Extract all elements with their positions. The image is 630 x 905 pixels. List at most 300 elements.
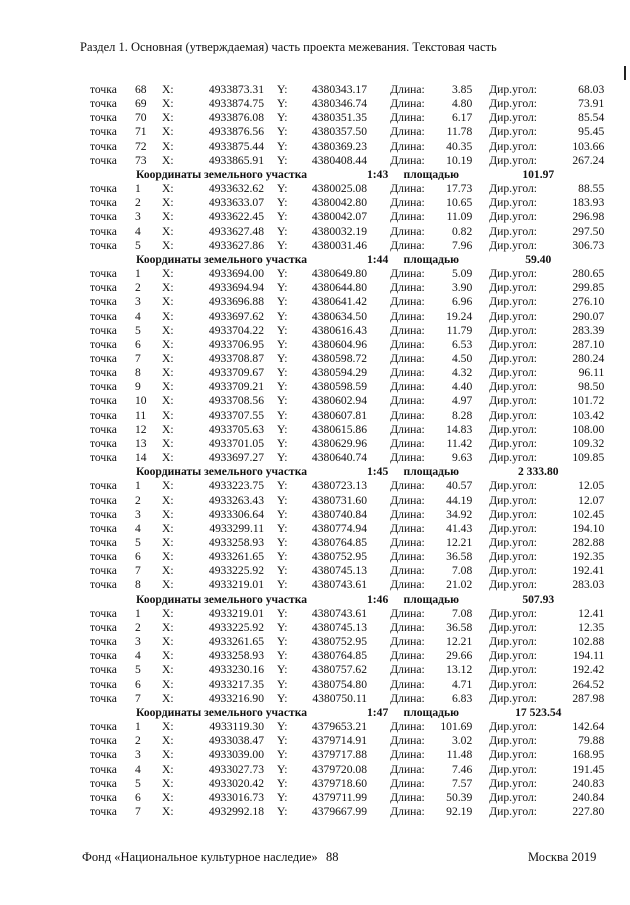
length-label: Длина: — [390, 578, 425, 592]
length-value: 10.65 — [446, 196, 473, 210]
x-value: 4933261.65 — [208, 550, 264, 564]
spacer — [367, 380, 390, 394]
length-value: 3.90 — [451, 281, 473, 295]
y-label: Y: — [277, 776, 288, 790]
x-label: X: — [162, 366, 174, 380]
x-value: 4933258.93 — [208, 536, 264, 549]
y-value: 4380754.80 — [311, 677, 367, 691]
angle-value: 95.45 — [578, 125, 605, 139]
spacer — [367, 494, 390, 508]
angle-value: 142.64 — [572, 720, 605, 734]
angle-value: 108.00 — [572, 422, 605, 436]
y-value: 4380042.80 — [311, 196, 367, 210]
y-label: Y: — [277, 309, 288, 323]
spacer — [264, 409, 277, 423]
angle-value: 240.83 — [572, 776, 605, 790]
table-row — [90, 125, 604, 139]
angle-label: Дир.угол: — [489, 351, 537, 365]
spacer — [367, 423, 390, 437]
angle-value: 297.50 — [572, 224, 605, 238]
point-word: точка — [90, 493, 117, 507]
y-value: 4380745.13 — [311, 564, 367, 578]
parcel-heading — [90, 168, 604, 182]
angle-value: 287.98 — [572, 691, 605, 705]
x-value: 4933705.63 — [208, 422, 264, 436]
table-row — [90, 494, 604, 508]
spacer — [264, 366, 277, 380]
area-word: площадью — [403, 252, 459, 266]
angle-value: 192.35 — [572, 550, 605, 564]
length-label: Длина: — [390, 408, 425, 422]
y-label: Y: — [277, 196, 288, 210]
table-row — [90, 578, 604, 592]
point-word: точка — [90, 394, 117, 408]
spacer — [472, 225, 489, 239]
length-label: Длина: — [390, 691, 425, 705]
y-value: 4380598.72 — [311, 351, 367, 365]
point-word: точка — [90, 762, 117, 776]
spacer — [367, 536, 390, 550]
spacer — [264, 564, 277, 578]
y-value: 4380032.19 — [311, 224, 367, 238]
spacer — [264, 550, 277, 564]
y-value: 4379653.21 — [311, 720, 367, 734]
angle-value: 88.55 — [578, 182, 605, 196]
y-label: Y: — [277, 734, 288, 748]
angle-label: Дир.угол: — [489, 267, 537, 281]
spacer — [472, 451, 489, 465]
x-label: X: — [162, 762, 174, 776]
y-value: 4380607.81 — [311, 408, 367, 422]
length-label: Длина: — [390, 125, 425, 139]
area-word: площадью — [403, 592, 459, 606]
page-header: Раздел 1. Основная (утверждаемая) часть проекта межевания. Текстовая часть — [80, 40, 497, 54]
y-label: Y: — [277, 748, 288, 762]
angle-label: Дир.угол: — [489, 281, 537, 295]
y-label: Y: — [277, 606, 288, 620]
point-number: 3 — [135, 635, 141, 649]
y-value: 4380752.95 — [311, 550, 367, 564]
y-value: 4380752.95 — [311, 635, 367, 649]
footer-organization: Фонд «Национальное культурное наследие» — [82, 850, 318, 864]
x-label: X: — [162, 776, 174, 790]
spacer — [264, 324, 277, 338]
y-label: Y: — [277, 479, 288, 493]
spacer — [367, 324, 390, 338]
angle-label: Дир.угол: — [489, 762, 537, 776]
length-label: Длина: — [390, 663, 425, 677]
length-label: Длина: — [390, 734, 425, 748]
spacer — [264, 83, 277, 97]
point-word: точка — [90, 550, 117, 564]
length-value: 11.09 — [446, 210, 473, 224]
y-value: 4380745.13 — [311, 620, 367, 634]
x-label: X: — [162, 649, 174, 663]
spacer — [472, 154, 489, 168]
spacer — [472, 267, 489, 281]
x-label: X: — [162, 224, 174, 238]
y-value: 4380369.23 — [311, 139, 367, 153]
y-label: Y: — [277, 366, 288, 380]
table-row — [90, 295, 604, 309]
table-row — [90, 154, 604, 168]
angle-label: Дир.угол: — [489, 606, 537, 620]
spacer — [472, 635, 489, 649]
spacer — [264, 663, 277, 677]
table-row — [90, 324, 604, 338]
point-word: точка — [90, 366, 117, 380]
spacer — [264, 352, 277, 366]
point-number: 7 — [135, 691, 141, 705]
spacer — [472, 522, 489, 536]
point-word: точка — [90, 295, 117, 309]
spacer — [472, 564, 489, 578]
angle-label: Дир.угол: — [489, 224, 537, 238]
x-value: 4933258.93 — [208, 649, 264, 663]
point-word: точка — [90, 97, 117, 111]
table-row — [90, 423, 604, 437]
spacer — [472, 140, 489, 154]
length-label: Длина: — [390, 536, 425, 549]
y-value: 4380408.44 — [311, 153, 367, 167]
table-row — [90, 635, 604, 649]
spacer — [367, 607, 390, 621]
point-number: 11 — [135, 408, 147, 422]
angle-label: Дир.угол: — [489, 422, 537, 436]
length-label: Длина: — [390, 748, 425, 762]
angle-label: Дир.угол: — [489, 578, 537, 592]
length-label: Длина: — [390, 507, 425, 521]
y-value: 4379717.88 — [311, 748, 367, 762]
x-label: X: — [162, 351, 174, 365]
x-value: 4933627.48 — [208, 224, 264, 238]
length-label: Длина: — [390, 295, 425, 309]
point-number: 72 — [135, 139, 147, 153]
angle-value: 73.91 — [578, 97, 605, 111]
area-word: площадью — [403, 705, 459, 719]
point-word: точка — [90, 677, 117, 691]
point-word: точка — [90, 323, 117, 337]
spacer — [264, 125, 277, 139]
spacer — [264, 111, 277, 125]
angle-value: 290.07 — [572, 309, 605, 323]
x-value: 4933701.05 — [208, 436, 264, 450]
table-row — [90, 748, 604, 762]
y-label: Y: — [277, 564, 288, 578]
x-value: 4933225.92 — [208, 620, 264, 634]
angle-value: 306.73 — [572, 238, 605, 252]
table-row — [90, 508, 604, 522]
spacer — [367, 310, 390, 324]
spacer — [264, 97, 277, 111]
spacer — [367, 692, 390, 706]
x-label: X: — [162, 734, 174, 748]
x-value: 4933873.31 — [208, 83, 264, 96]
x-value: 4933707.55 — [208, 408, 264, 422]
y-value: 4380343.17 — [311, 83, 367, 96]
spacer — [367, 111, 390, 125]
spacer — [472, 734, 489, 748]
spacer — [264, 140, 277, 154]
length-value: 40.35 — [446, 139, 473, 153]
point-word: точка — [90, 83, 117, 96]
x-label: X: — [162, 97, 174, 111]
angle-label: Дир.угол: — [489, 620, 537, 634]
angle-value: 287.10 — [572, 337, 605, 351]
point-word: точка — [90, 649, 117, 663]
angle-label: Дир.угол: — [489, 493, 537, 507]
y-label: Y: — [277, 804, 288, 818]
spacer — [367, 479, 390, 493]
angle-label: Дир.угол: — [489, 408, 537, 422]
y-value: 4380615.86 — [311, 422, 367, 436]
y-value: 4380649.80 — [311, 267, 367, 281]
spacer — [472, 805, 489, 819]
spacer — [264, 423, 277, 437]
angle-value: 12.41 — [578, 606, 605, 620]
table-row — [90, 564, 604, 578]
y-value: 4380357.50 — [311, 125, 367, 139]
point-word: точка — [90, 564, 117, 578]
x-value: 4933697.27 — [208, 451, 264, 465]
table-row — [90, 83, 604, 97]
point-word: точка — [90, 521, 117, 535]
y-value: 4380598.59 — [311, 380, 367, 394]
y-value: 4379711.99 — [312, 790, 367, 804]
length-value: 21.02 — [446, 578, 473, 592]
length-value: 8.28 — [451, 408, 473, 422]
length-value: 5.09 — [451, 267, 473, 281]
x-value: 4933694.00 — [208, 267, 264, 281]
table-row — [90, 267, 604, 281]
table-row — [90, 805, 604, 819]
angle-label: Дир.угол: — [489, 734, 537, 748]
table-row — [90, 692, 604, 706]
angle-value: 183.93 — [572, 196, 605, 210]
x-label: X: — [162, 493, 174, 507]
angle-value: 79.88 — [578, 734, 605, 748]
x-label: X: — [162, 408, 174, 422]
point-number: 3 — [135, 507, 141, 521]
point-number: 69 — [135, 97, 147, 111]
length-label: Длина: — [390, 493, 425, 507]
length-value: 6.17 — [451, 111, 473, 125]
length-value: 36.58 — [446, 550, 473, 564]
y-value: 4380731.60 — [311, 493, 367, 507]
length-value: 11.42 — [446, 436, 473, 450]
spacer — [367, 720, 390, 734]
point-word: точка — [90, 691, 117, 705]
spacer — [264, 578, 277, 592]
angle-label: Дир.угол: — [489, 295, 537, 309]
parcel-area: 2 333.80 — [517, 465, 559, 479]
point-word: точка — [90, 182, 117, 196]
point-word: точка — [90, 790, 117, 804]
spacer — [264, 748, 277, 762]
x-value: 4933875.44 — [208, 139, 264, 153]
spacer — [264, 380, 277, 394]
point-number: 12 — [135, 422, 147, 436]
point-word: точка — [90, 408, 117, 422]
spacer — [472, 621, 489, 635]
y-label: Y: — [277, 578, 288, 592]
y-value: 4380723.13 — [311, 479, 367, 493]
x-value: 4933230.16 — [208, 663, 264, 677]
spacer — [264, 394, 277, 408]
angle-label: Дир.угол: — [489, 776, 537, 790]
spacer — [472, 196, 489, 210]
x-value: 4933708.87 — [208, 351, 264, 365]
parcel-area: 507.93 — [522, 592, 555, 606]
x-value: 4933016.73 — [208, 790, 264, 804]
y-value: 4380764.85 — [311, 536, 367, 549]
spacer — [367, 281, 390, 295]
x-label: X: — [162, 125, 174, 139]
angle-label: Дир.угол: — [489, 196, 537, 210]
length-label: Длина: — [390, 380, 425, 394]
point-word: точка — [90, 720, 117, 734]
table-row — [90, 791, 604, 805]
x-value: 4933694.94 — [208, 281, 264, 295]
y-value: 4380346.74 — [311, 97, 367, 111]
coordinates-table — [90, 83, 604, 819]
table-row — [90, 678, 604, 692]
x-label: X: — [162, 309, 174, 323]
angle-label: Дир.угол: — [489, 790, 537, 804]
x-value: 4933263.43 — [208, 493, 264, 507]
x-value: 4933709.67 — [208, 366, 264, 380]
angle-label: Дир.угол: — [489, 125, 537, 139]
spacer — [264, 225, 277, 239]
spacer — [367, 678, 390, 692]
length-value: 7.57 — [451, 776, 473, 790]
parcel-area: 17 523.54 — [515, 705, 562, 719]
x-label: X: — [162, 677, 174, 691]
y-label: Y: — [277, 649, 288, 663]
y-label: Y: — [277, 720, 288, 734]
point-word: точка — [90, 125, 117, 139]
spacer — [264, 210, 277, 224]
area-word: площадью — [403, 465, 459, 479]
length-value: 4.32 — [451, 366, 473, 380]
spacer — [367, 352, 390, 366]
length-value: 11.78 — [446, 125, 473, 139]
x-value: 4933216.90 — [208, 691, 264, 705]
point-word: точка — [90, 380, 117, 394]
length-label: Длина: — [390, 620, 425, 634]
x-value: 4933219.01 — [208, 606, 264, 620]
table-row — [90, 763, 604, 777]
spacer — [264, 791, 277, 805]
length-label: Длина: — [390, 649, 425, 663]
x-label: X: — [162, 196, 174, 210]
length-label: Длина: — [390, 720, 425, 734]
point-word: точка — [90, 224, 117, 238]
length-label: Длина: — [390, 550, 425, 564]
y-value: 4380616.43 — [311, 323, 367, 337]
length-label: Длина: — [390, 790, 425, 804]
y-value: 4380629.96 — [311, 436, 367, 450]
angle-label: Дир.угол: — [489, 564, 537, 578]
spacer — [472, 720, 489, 734]
table-row — [90, 196, 604, 210]
angle-value: 96.11 — [578, 366, 605, 380]
table-row — [90, 451, 604, 465]
spacer — [367, 239, 390, 253]
parcel-heading — [90, 706, 604, 720]
spacer — [472, 748, 489, 762]
y-value: 4380042.07 — [311, 210, 367, 224]
length-value: 13.12 — [446, 663, 473, 677]
x-label: X: — [162, 323, 174, 337]
point-word: точка — [90, 804, 117, 818]
spacer — [264, 536, 277, 550]
y-value: 4380031.46 — [311, 238, 367, 252]
length-value: 29.66 — [446, 649, 473, 663]
spacer — [367, 225, 390, 239]
y-label: Y: — [277, 295, 288, 309]
spacer — [472, 508, 489, 522]
point-number: 7 — [135, 804, 141, 818]
spacer — [472, 295, 489, 309]
length-value: 6.96 — [451, 295, 473, 309]
spacer — [367, 649, 390, 663]
length-value: 4.97 — [451, 394, 473, 408]
length-value: 4.80 — [451, 97, 473, 111]
parcel-heading-title: Координаты земельного участка — [136, 705, 307, 719]
length-label: Длина: — [390, 111, 425, 125]
point-number: 14 — [135, 451, 147, 465]
y-value: 4380634.50 — [311, 309, 367, 323]
x-value: 4933876.56 — [208, 125, 264, 139]
length-label: Длина: — [390, 366, 425, 380]
spacer — [367, 394, 390, 408]
angle-value: 240.84 — [572, 790, 605, 804]
y-label: Y: — [277, 521, 288, 535]
angle-value: 192.42 — [572, 663, 605, 677]
spacer — [264, 678, 277, 692]
angle-label: Дир.угол: — [489, 451, 537, 465]
x-label: X: — [162, 238, 174, 252]
spacer — [472, 649, 489, 663]
x-value: 4933696.88 — [208, 295, 264, 309]
y-value: 4380351.35 — [311, 111, 367, 125]
x-value: 4933217.35 — [208, 677, 264, 691]
parcel-code: 1:43 — [367, 167, 389, 181]
length-label: Длина: — [390, 153, 425, 167]
angle-label: Дир.угол: — [489, 663, 537, 677]
spacer — [367, 805, 390, 819]
angle-value: 296.98 — [572, 210, 605, 224]
x-value: 4933632.62 — [208, 182, 264, 196]
angle-value: 12.05 — [578, 479, 605, 493]
length-label: Длина: — [390, 210, 425, 224]
spacer — [264, 479, 277, 493]
spacer — [472, 310, 489, 324]
x-value: 4933709.21 — [208, 380, 264, 394]
point-word: точка — [90, 507, 117, 521]
angle-label: Дир.угол: — [489, 97, 537, 111]
spacer — [367, 366, 390, 380]
length-value: 11.48 — [446, 748, 473, 762]
length-value: 4.50 — [451, 351, 473, 365]
y-label: Y: — [277, 762, 288, 776]
point-number: 2 — [135, 620, 141, 634]
point-number: 1 — [135, 182, 141, 196]
y-value: 4380740.84 — [311, 507, 367, 521]
table-row — [90, 97, 604, 111]
angle-label: Дир.угол: — [489, 153, 537, 167]
